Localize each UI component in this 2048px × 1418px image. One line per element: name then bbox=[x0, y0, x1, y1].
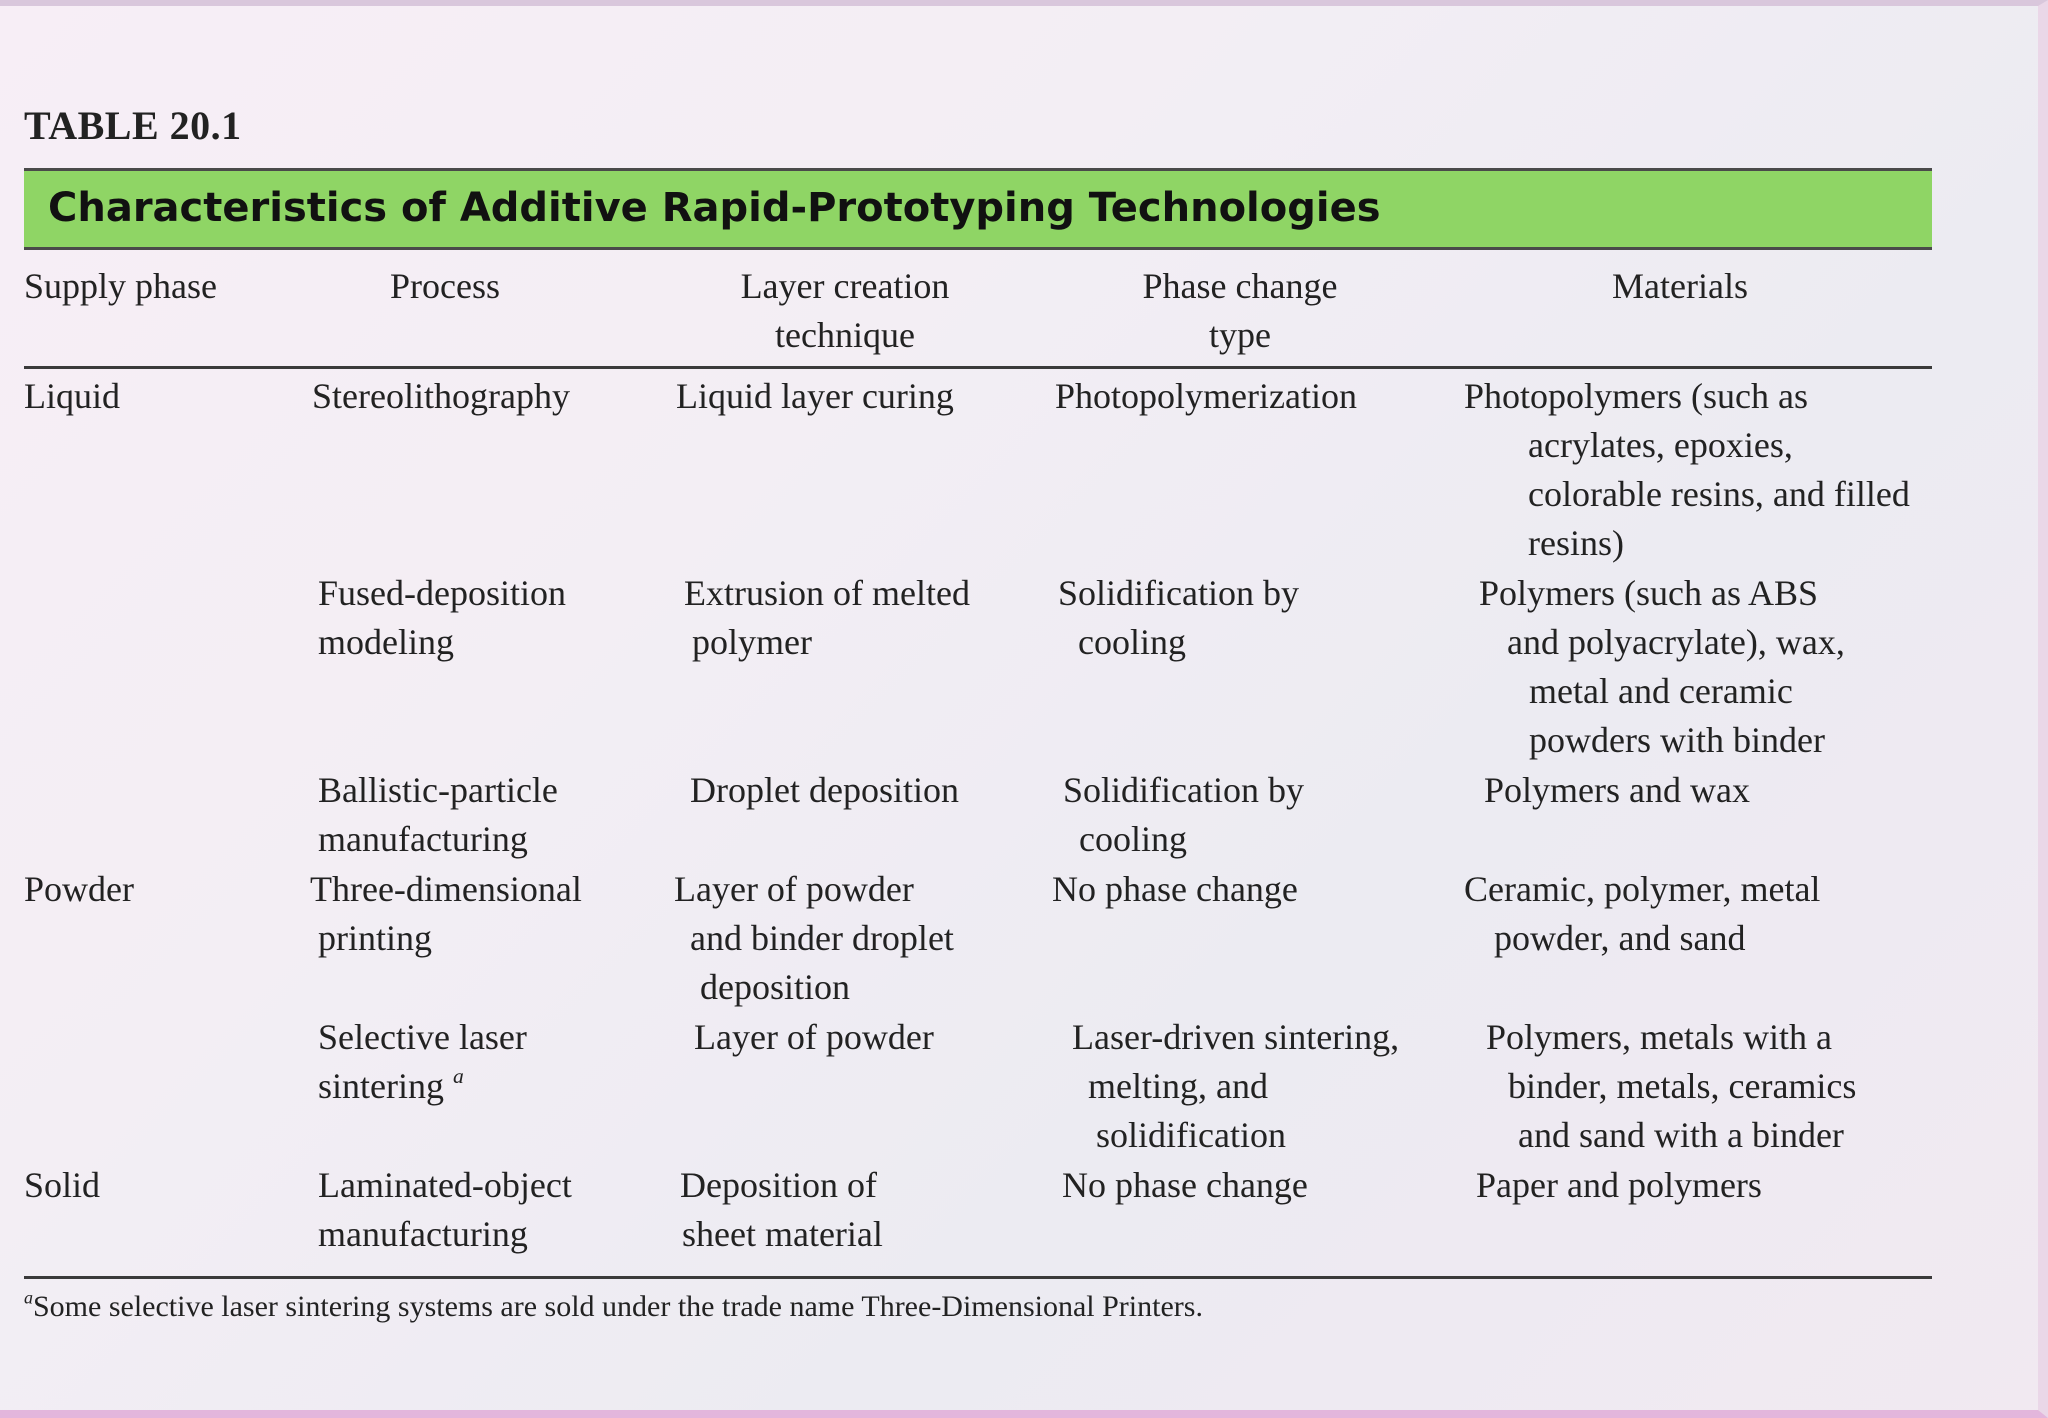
cell-line: Photopolymerization bbox=[1055, 376, 1357, 416]
cell-materials bbox=[1484, 766, 1750, 815]
header-rule bbox=[24, 366, 1932, 369]
cell-line: Laser-driven sintering, bbox=[1072, 1017, 1400, 1057]
cell-line: Paper and polymers bbox=[1476, 1165, 1762, 1205]
cell-line-text: sintering bbox=[318, 1066, 444, 1106]
cell-materials bbox=[1486, 1013, 1856, 1160]
table-bottom-rule bbox=[24, 1276, 1932, 1279]
cell-line: metal and ceramic bbox=[1529, 671, 1793, 711]
cell-process bbox=[310, 865, 582, 963]
header-line: Process bbox=[390, 266, 500, 306]
table-title-bar bbox=[24, 168, 1932, 250]
header-supply-phase bbox=[24, 262, 234, 311]
cell-layer-technique bbox=[676, 372, 954, 421]
cell-line: Deposition of bbox=[680, 1165, 877, 1205]
cell-layer-technique bbox=[680, 1161, 883, 1259]
cell-line: Solidification by bbox=[1058, 573, 1299, 613]
cell-line: binder, metals, ceramics bbox=[1508, 1066, 1857, 1106]
cell-line: manufacturing bbox=[318, 819, 528, 859]
header-line: Phase change bbox=[1142, 266, 1338, 306]
cell-line: powder, and sand bbox=[1494, 918, 1746, 958]
cell-line: Ballistic-particle bbox=[318, 770, 558, 810]
footnote-text: Some selective laser sintering systems are sold under the trade name Three-Dimensional Printers. bbox=[33, 1290, 1203, 1323]
cell-phase-change bbox=[1058, 569, 1299, 667]
cell-line: Layer of powder bbox=[694, 1017, 934, 1057]
cell-line: deposition bbox=[700, 967, 850, 1007]
cell-line: cooling bbox=[1079, 819, 1187, 859]
header-line: type bbox=[1209, 315, 1271, 355]
cell-layer-technique bbox=[690, 766, 959, 815]
cell-line: No phase change bbox=[1062, 1165, 1308, 1205]
cell-supply-phase: Solid bbox=[24, 1165, 101, 1205]
cell-materials bbox=[1479, 569, 1845, 765]
cell-line: melting, and bbox=[1088, 1066, 1268, 1106]
cell-layer-technique bbox=[684, 569, 970, 667]
cell-line: printing bbox=[318, 918, 432, 958]
cell-line: Extrusion of melted bbox=[684, 573, 970, 613]
footnote-marker: a bbox=[24, 1287, 33, 1308]
cell-line: polymer bbox=[692, 622, 812, 662]
cell-layer-technique bbox=[674, 865, 954, 1012]
cell-layer-technique bbox=[694, 1013, 934, 1062]
cell-line: Liquid layer curing bbox=[676, 376, 954, 416]
cell-line: modeling bbox=[318, 622, 454, 662]
footnote bbox=[24, 1287, 1203, 1324]
cell-line: Polymers, metals with a bbox=[1486, 1017, 1832, 1057]
cell-phase-change bbox=[1072, 1013, 1399, 1160]
header-line: Supply phase bbox=[24, 266, 217, 306]
cell-materials bbox=[1464, 865, 1820, 963]
cell-line: No phase change bbox=[1052, 869, 1298, 909]
cell-line: Three-dimensional bbox=[310, 869, 582, 909]
cell-phase-change bbox=[1062, 1161, 1308, 1210]
cell-line: Solidification by bbox=[1063, 770, 1304, 810]
cell-line: Polymers and wax bbox=[1484, 770, 1750, 810]
cell-phase-change bbox=[1055, 372, 1357, 421]
cell-phase-change bbox=[1052, 865, 1298, 914]
header-layer-creation bbox=[680, 262, 1010, 360]
cell-line: Laminated-object bbox=[318, 1165, 572, 1205]
cell-line: colorable resins, and filled bbox=[1528, 474, 1910, 514]
cell-line: cooling bbox=[1078, 622, 1186, 662]
cell-line: acrylates, epoxies, bbox=[1528, 425, 1793, 465]
table-title: Characteristics of Additive Rapid-Prototyping Technologies bbox=[48, 185, 1381, 231]
header-line: technique bbox=[775, 315, 915, 355]
cell-line: and sand with a binder bbox=[1518, 1115, 1844, 1155]
cell-process bbox=[318, 569, 566, 667]
cell-supply-phase: Powder bbox=[24, 869, 134, 909]
header-phase-change bbox=[1070, 262, 1410, 360]
cell-line: Stereolithography bbox=[312, 376, 570, 416]
cell-line: Polymers (such as ABS bbox=[1479, 573, 1819, 613]
cell-line: Droplet deposition bbox=[690, 770, 959, 810]
cell-line bbox=[318, 1062, 527, 1111]
header-materials bbox=[1460, 262, 1900, 311]
cell-line: and polyacrylate), wax, bbox=[1507, 622, 1845, 662]
cell-line: Selective laser bbox=[318, 1017, 527, 1057]
cell-line: sheet material bbox=[682, 1214, 883, 1254]
cell-process bbox=[318, 766, 558, 864]
cell-line: powders with binder bbox=[1529, 720, 1825, 760]
cell-line: solidification bbox=[1096, 1115, 1286, 1155]
footnote-marker: a bbox=[452, 1063, 464, 1088]
cell-supply-phase: Liquid bbox=[24, 376, 120, 416]
cell-line: Photopolymers (such as bbox=[1464, 376, 1808, 416]
cell-process bbox=[312, 372, 570, 421]
cell-line: Ceramic, polymer, metal bbox=[1464, 869, 1821, 909]
cell-line: Layer of powder bbox=[674, 869, 914, 909]
header-line: Layer creation bbox=[740, 266, 950, 306]
header-process bbox=[300, 262, 590, 311]
cell-line: and binder droplet bbox=[690, 918, 954, 958]
header-line: Materials bbox=[1612, 266, 1748, 306]
cell-line: Fused-deposition bbox=[318, 573, 566, 613]
cell-process bbox=[318, 1013, 527, 1111]
table-label: TABLE 20.1 bbox=[24, 103, 242, 148]
cell-materials bbox=[1464, 372, 1910, 568]
cell-phase-change bbox=[1063, 766, 1304, 864]
cell-line: manufacturing bbox=[318, 1214, 528, 1254]
cell-process bbox=[318, 1161, 572, 1259]
cell-line: resins) bbox=[1528, 523, 1624, 563]
cell-materials bbox=[1476, 1161, 1762, 1210]
